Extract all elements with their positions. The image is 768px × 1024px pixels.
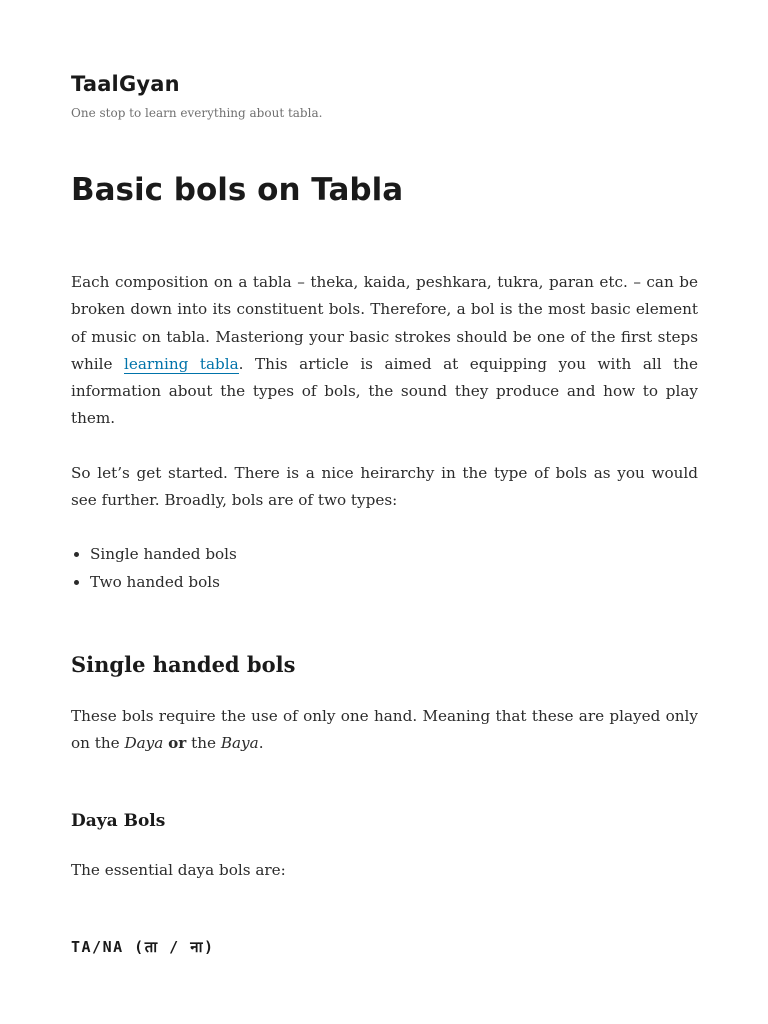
article-title: Basic bols on Tabla xyxy=(71,172,404,208)
list-item: • Two handed bols xyxy=(90,569,698,596)
article-content xyxy=(71,269,698,961)
types-intro-paragraph: So let’s get started. There is a nice heirarchy in the type of bols as you would see further. Broadly, bols are of two types: xyxy=(71,463,698,510)
or-word: or xyxy=(168,734,187,753)
intro-paragraph xyxy=(71,269,698,433)
single-handed-paragraph xyxy=(71,703,698,758)
site-tagline: One stop to learn everything about tabla. xyxy=(71,106,323,120)
intro-text-start: Each composition on a tabla – theka, kaida, peshkara, tukra, paran etc. – can be broken down into its constituent bols. Therefore, a bol is the most basic element of music on tabla. Masteriong your basic strokes should be one of the first steps while xyxy=(71,273,698,373)
single-text: These bols require the use of only one hand. Meaning that these are played only on the xyxy=(71,706,698,753)
the-word: the xyxy=(186,734,221,753)
bol-types-list xyxy=(71,541,698,596)
period: . xyxy=(258,734,264,753)
learning-tabla-link[interactable]: learning tabla xyxy=(124,354,239,373)
baya-term: Baya xyxy=(220,734,259,753)
daya-bols-paragraph: The essential daya bols are: xyxy=(71,860,286,879)
list-item: • Single handed bols xyxy=(90,541,698,568)
site-title[interactable]: TaalGyan xyxy=(71,72,180,96)
single-handed-heading: Single handed bols xyxy=(71,651,296,677)
daya-bols-heading: Daya Bols xyxy=(71,810,166,831)
ta-na-heading: TA/NA (ता / ना) xyxy=(71,937,215,956)
intro-text-end: . This article is aimed at equipping you with all the information about the types of bols, the sound they produce and how to play them. xyxy=(71,354,699,428)
daya-term: Daya xyxy=(124,734,164,753)
